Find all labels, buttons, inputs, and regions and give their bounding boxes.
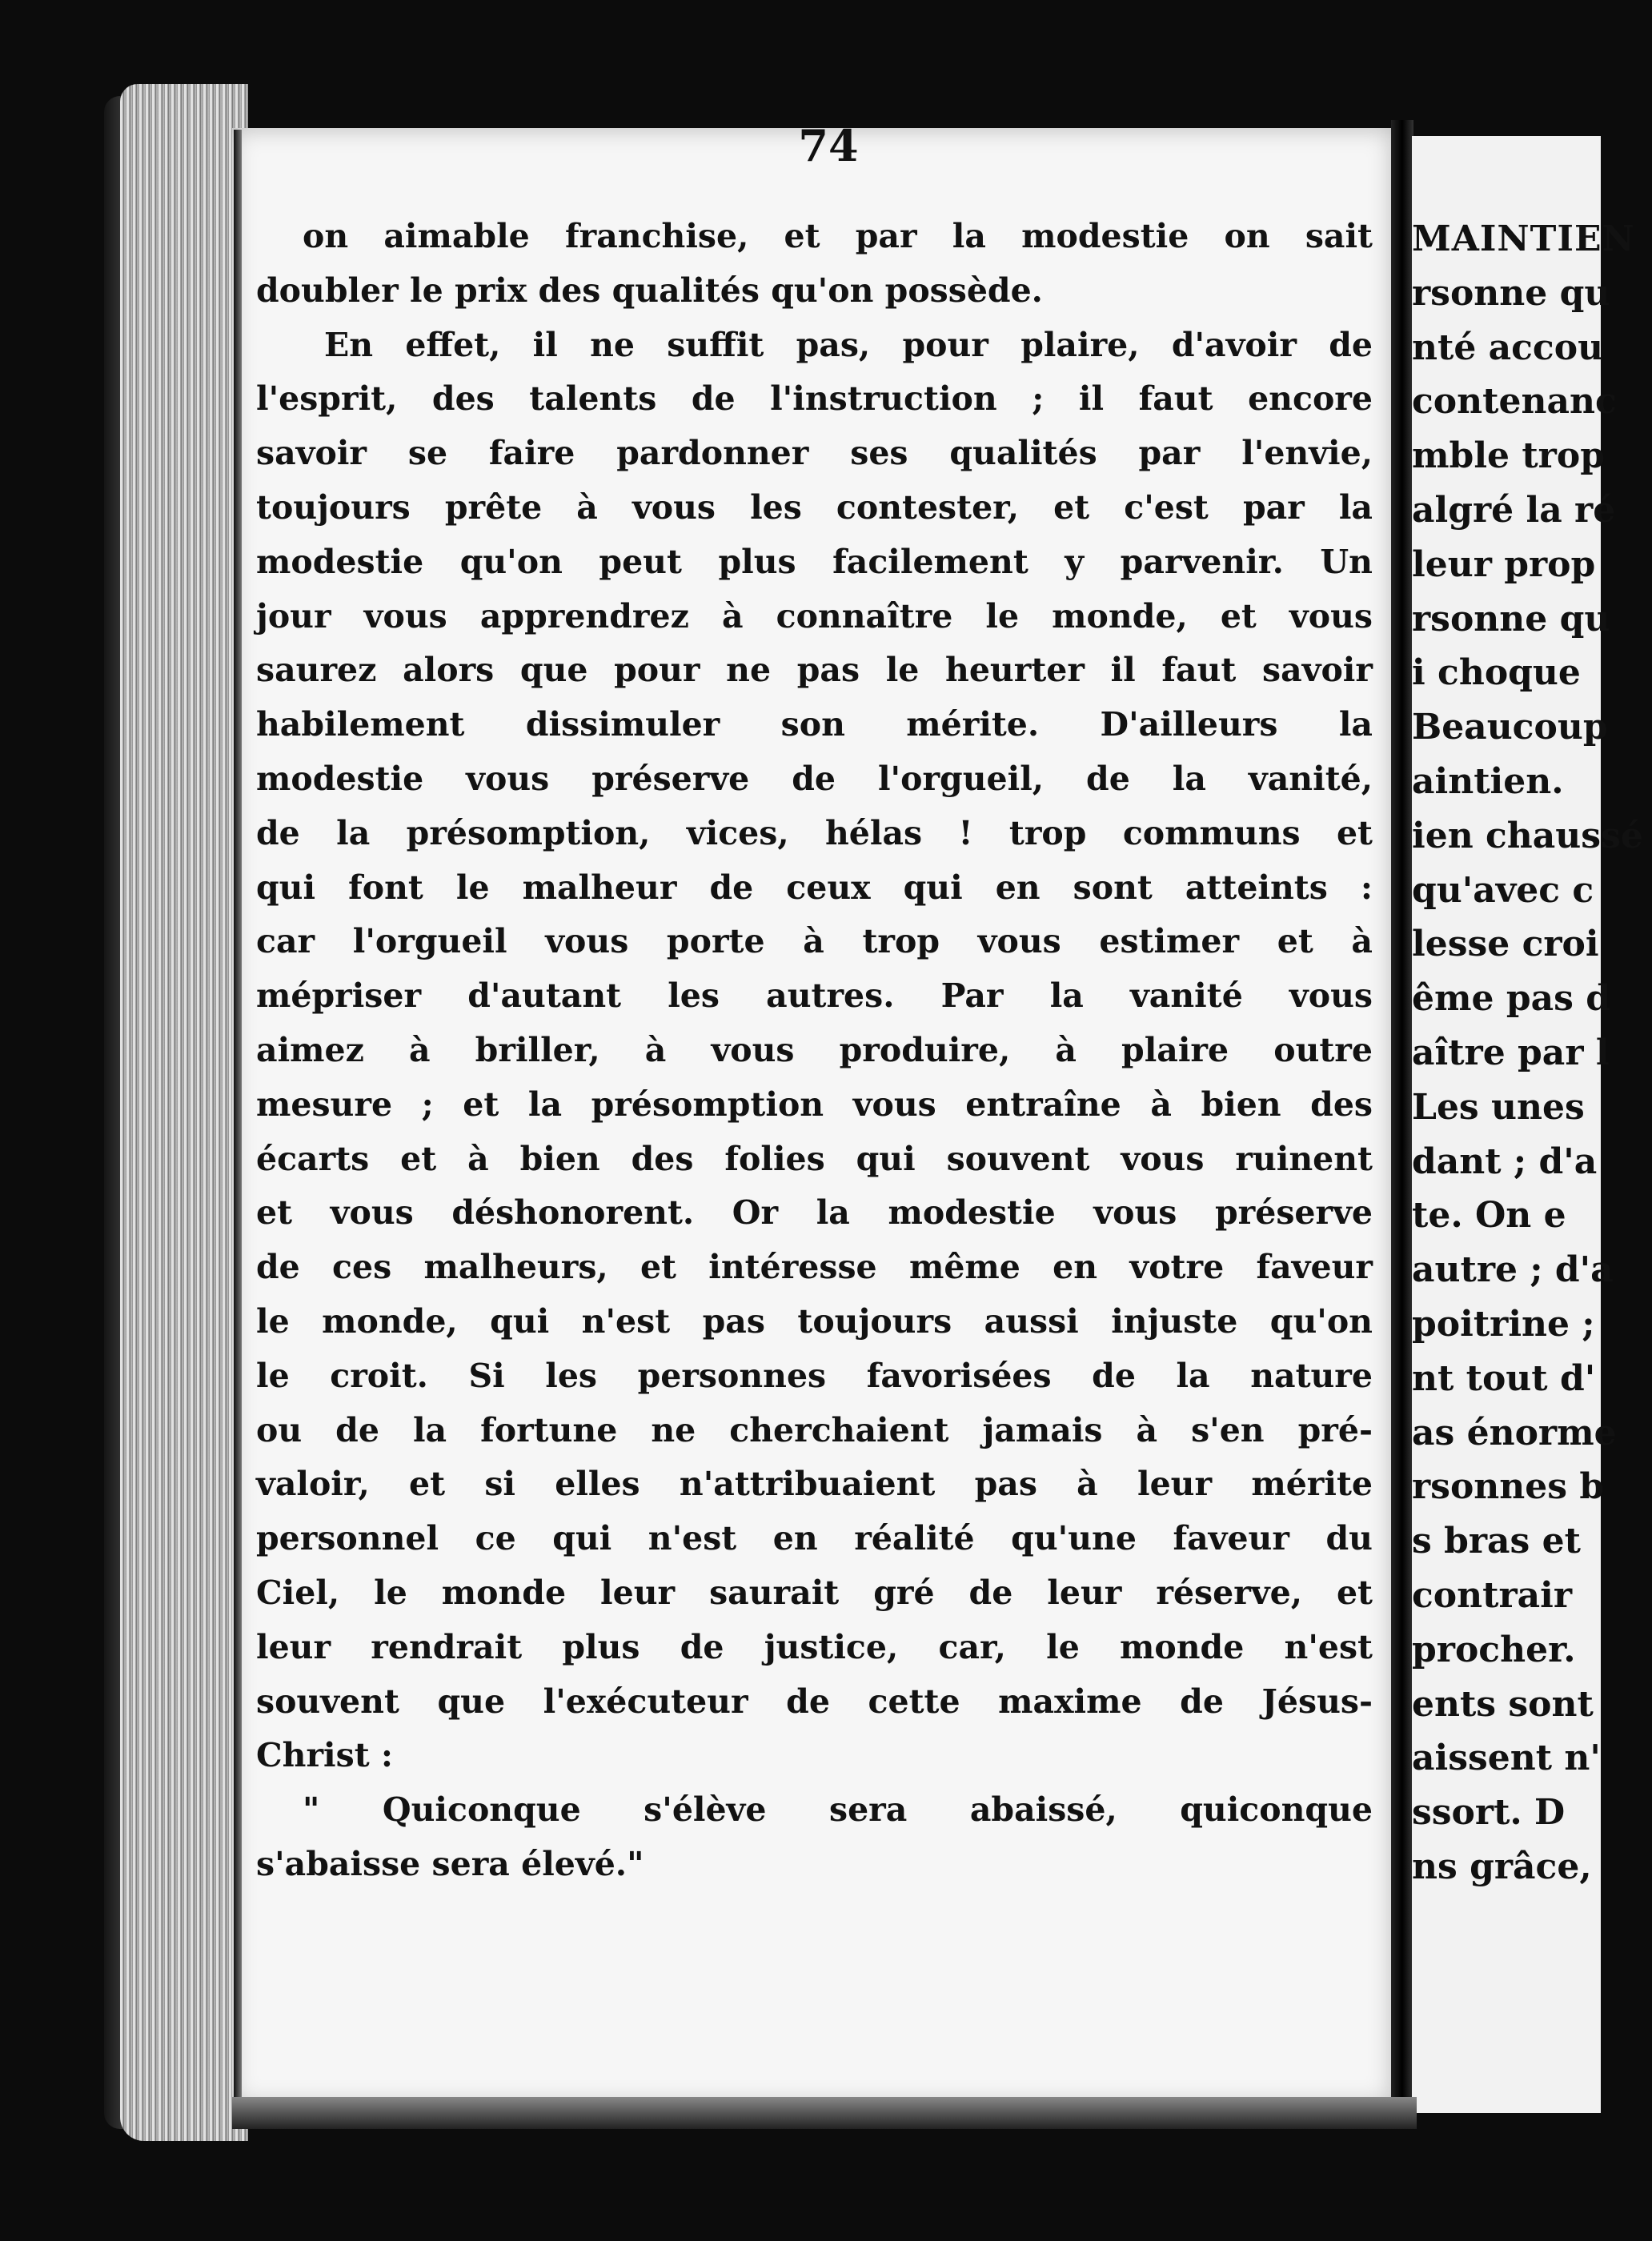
facing-page-line: nté accou <box>1412 327 1604 368</box>
facing-page-line: algré la ré <box>1412 489 1616 531</box>
text-line: qui font le malheur de ceux qui en sont atteints : <box>256 868 1373 907</box>
text-line: leur rendrait plus de justice, car, le monde n'est <box>256 1627 1373 1666</box>
book-gutter <box>1391 120 1413 2121</box>
text-line: on aimable franchise, et par la modestie on sait <box>303 217 1373 255</box>
text-line: souvent que l'exécuteur de cette maxime de Jésus- <box>256 1682 1373 1721</box>
text-line: modestie qu'on peut plus facilement y parvenir. Un <box>256 542 1373 581</box>
facing-page-line: te. On e <box>1412 1195 1566 1237</box>
page-fold-shadow <box>234 130 242 2105</box>
text-line: de la présomption, vices, hélas ! trop communs et <box>256 813 1373 852</box>
text-line: de ces malheurs, et intéresse même en votre faveur <box>256 1248 1373 1287</box>
facing-page-line: lesse croi <box>1412 924 1599 965</box>
text-line: doubler le prix des qualités qu'on possède. <box>256 271 1043 310</box>
facing-page-line: Beaucoup <box>1412 707 1608 748</box>
text-line: En effet, il ne suffit pas, pour plaire, d'avoir de <box>324 325 1373 364</box>
facing-page-line: nt tout d' <box>1412 1357 1596 1399</box>
text-line: jour vous apprendrez à connaître le monde, et vous <box>256 596 1373 635</box>
text-line: aimez à briller, à vous produire, à plaire outre <box>256 1030 1373 1069</box>
facing-page-line: aissent n' <box>1412 1738 1601 1779</box>
facing-page-line: Les unes <box>1412 1086 1585 1128</box>
text-line: Ciel, le monde leur saurait gré de leur réserve, et <box>256 1573 1373 1612</box>
facing-page-line: aintien. <box>1412 760 1564 802</box>
facing-page-line: poitrine ; <box>1412 1303 1595 1345</box>
text-line: personnel ce qui n'est en réalité qu'une faveur du <box>256 1519 1373 1558</box>
quote-line: s'abaisse sera élevé." <box>256 1844 644 1883</box>
text-line: et vous déshonorent. Or la modestie vous préserve <box>256 1193 1373 1233</box>
page-body-text <box>256 210 1373 1892</box>
facing-page-line: ents sont <box>1412 1683 1594 1725</box>
book-page-edges <box>120 84 248 2141</box>
text-line: le monde, qui n'est pas toujours aussi injuste qu'on <box>256 1301 1373 1341</box>
facing-page-line: i choque <box>1412 652 1581 694</box>
text-line: car l'orgueil vous porte à trop vous estimer et à <box>256 922 1373 961</box>
facing-page-line: rsonnes b <box>1412 1466 1605 1508</box>
facing-page-line: s bras et <box>1412 1521 1581 1562</box>
facing-page-line: rsonne qu <box>1412 598 1610 639</box>
text-line: mépriser d'autant les autres. Par la vanité vous <box>256 976 1373 1016</box>
facing-page-line: ssort. D <box>1412 1792 1566 1834</box>
text-line: l'esprit, des talents de l'instruction ; il faut encore <box>256 379 1373 419</box>
quote-line: " Quiconque s'élève sera abaissé, quiconque <box>303 1790 1373 1830</box>
text-line: le croit. Si les personnes favorisées de la nature <box>256 1356 1373 1395</box>
text-line: savoir se faire pardonner ses qualités par l'envie, <box>256 434 1373 473</box>
facing-page-line: as énorme <box>1412 1412 1617 1453</box>
text-line: saurez alors que pour ne pas le heurter il faut savoir <box>256 651 1373 690</box>
facing-page <box>1412 136 1643 2113</box>
text-line: mesure ; et la présomption vous entraîne à bien des <box>256 1084 1373 1124</box>
facing-page-heading: MAINTIEN <box>1412 218 1635 259</box>
text-line: toujours prête à vous les contester, et c'est par la <box>256 487 1373 527</box>
text-line: modestie vous préserve de l'orgueil, de la vanité, <box>256 759 1373 798</box>
text-line: écarts et à bien des folies qui souvent vous ruinent <box>256 1139 1373 1178</box>
facing-page-line: qu'avec c <box>1412 869 1594 911</box>
facing-page-text <box>1412 212 1652 1894</box>
facing-page-line: leur prop <box>1412 543 1596 585</box>
page-bottom-shadow <box>232 2097 1417 2129</box>
page-number: 74 <box>798 120 859 171</box>
facing-page-line: ns grâce, <box>1412 1846 1592 1887</box>
facing-page-line: ien chaussé <box>1412 815 1643 856</box>
facing-page-line: autre ; d'a <box>1412 1249 1614 1291</box>
facing-page-line: aître par l <box>1412 1032 1610 1073</box>
facing-page-line: dant ; d'a <box>1412 1141 1598 1182</box>
facing-page-line: contrair <box>1412 1574 1573 1616</box>
text-line: ou de la fortune ne cherchaient jamais à s'en pré- <box>256 1410 1373 1449</box>
text-line: habilement dissimuler son mérite. D'ailleurs la <box>256 705 1373 744</box>
facing-page-line: contenanc <box>1412 381 1617 423</box>
facing-page-line: rsonne qu <box>1412 272 1610 314</box>
text-line: valoir, et si elles n'attribuaient pas à leur mérite <box>256 1465 1373 1504</box>
facing-page-line: mble trop <box>1412 435 1605 477</box>
facing-page-line: procher. <box>1412 1629 1576 1670</box>
facing-page-line: ême pas d <box>1412 978 1610 1020</box>
text-line: Christ : <box>256 1736 394 1775</box>
